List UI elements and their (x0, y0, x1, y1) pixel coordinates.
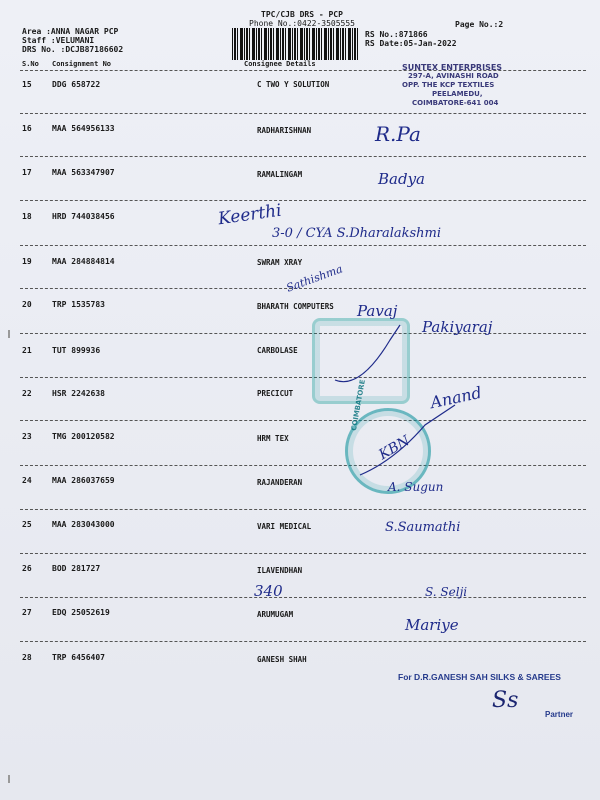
signature: Anand (428, 382, 484, 413)
signature: Badya (378, 170, 425, 188)
ink-stroke (330, 320, 430, 400)
row-consignment: MAA 284884814 (52, 257, 115, 266)
row-consignee: VARI MEDICAL (257, 522, 312, 531)
divider (20, 597, 586, 598)
row-sno: 21 (22, 346, 32, 355)
row-consignment: TRP 1535783 (52, 300, 105, 309)
header-left-info (22, 27, 123, 54)
row-consignment: TRP 6456407 (52, 653, 105, 662)
stamp-line: OPP. THE KCP TEXTILES (402, 81, 495, 89)
page-number: Page No.:2 (455, 20, 504, 29)
divider (20, 333, 586, 334)
row-sno: 22 (22, 389, 32, 398)
row-consignee: RAJANDERAN (257, 478, 303, 487)
row-sno: 26 (22, 564, 32, 573)
rs-date: RS Date:05-Jan-2022 (365, 39, 457, 48)
row-sno: 28 (22, 653, 32, 662)
company-stamp (402, 63, 552, 123)
row-sno: 16 (22, 124, 32, 133)
document-title: TPC/CJB DRS - PCP (261, 10, 343, 19)
row-consignee: GANESH SHAH (257, 655, 307, 664)
row-consignee: RADHARISHNAN (257, 126, 312, 135)
row-consignee: RAMALINGAM (257, 170, 303, 179)
footer-partner: Partner (545, 710, 574, 719)
row-sno: 17 (22, 168, 32, 177)
row-consignee: C TWO Y SOLUTION (257, 80, 330, 89)
margin-mark (8, 775, 10, 783)
signature: Mariye (405, 616, 459, 634)
row-consignee: SWRAM XRAY (257, 258, 303, 267)
column-header-consignee: Consignee Details (244, 60, 316, 68)
row-consignment: TUT 899936 (52, 346, 101, 355)
row-sno: 19 (22, 257, 32, 266)
row-consignment: DDG 658722 (52, 80, 101, 89)
signature: Sathishma (284, 262, 345, 295)
stamp-text: COIMBATORE (350, 379, 367, 432)
signature: A. Sugun (388, 480, 444, 494)
stamp-line: PEELAMEDU, (432, 90, 483, 98)
stamp-line: COIMBATORE-641 004 (412, 99, 499, 107)
ink-stroke (355, 400, 465, 480)
stamp-line: 297-A, AVINASHI ROAD (408, 72, 499, 80)
column-header-consignment: Consignment No (52, 60, 112, 68)
row-consignment: HRD 744038456 (52, 212, 115, 221)
signature: 3-0 / CYA S.Dharalakshmi (272, 226, 442, 241)
stamp-line: SUNTEX ENTERPRISES (402, 63, 503, 72)
footer-company: For D.R.GANESH SAH SILKS & SAREES (398, 672, 561, 682)
row-sno: 27 (22, 608, 32, 617)
row-consignee: ARUMUGAM (257, 610, 294, 619)
row-consignment: HSR 2242638 (52, 389, 105, 398)
area-label: Area :ANNA NAGAR PCP (22, 27, 119, 36)
margin-mark (8, 330, 10, 338)
row-consignment: BOD 281727 (52, 564, 101, 573)
row-consignee: BHARATH COMPUTERS (257, 302, 334, 311)
row-sno: 20 (22, 300, 32, 309)
row-consignment: MAA 286037659 (52, 476, 115, 485)
divider (20, 553, 586, 554)
divider (20, 245, 586, 246)
divider (20, 465, 586, 466)
signature: S.Saumathi (385, 520, 461, 535)
row-consignment: MAA 283043000 (52, 520, 115, 529)
row-consignee: PRECICUT (257, 389, 294, 398)
column-header-sno: S.No (22, 60, 39, 68)
row-sno: 23 (22, 432, 32, 441)
row-consignee: ILAVENDHAN (257, 566, 303, 575)
footer-signature: Ss (492, 688, 519, 713)
row-consignee: CARBOLASE (257, 346, 298, 355)
row-consignment: TMG 200120582 (52, 432, 115, 441)
row-sno: 18 (22, 212, 32, 221)
signature: Pakiyaraj (422, 318, 493, 336)
drs-number: DRS No. :DCJB87186602 (22, 45, 124, 54)
row-consignee: HRM TEX (257, 434, 289, 443)
signature: Pavaj (357, 302, 398, 320)
divider (20, 641, 586, 642)
signature: R.Pa (375, 122, 421, 146)
signature: S. Selji (425, 585, 468, 599)
signature: Keerthi (216, 200, 283, 230)
divider (20, 509, 586, 510)
row-consignment: EDQ 25052619 (52, 608, 110, 617)
barcode (232, 28, 360, 60)
signature: 340 (254, 582, 283, 600)
signature: KBN (376, 432, 413, 464)
divider (20, 156, 586, 157)
row-sno: 15 (22, 80, 32, 89)
header-right-info (365, 30, 457, 48)
rs-number: RS No.:871866 (365, 30, 428, 39)
header-center (232, 10, 372, 28)
staff-label: Staff :VELUMANI (22, 36, 95, 45)
row-sno: 24 (22, 476, 32, 485)
phone-number: Phone No.:0422-3505555 (249, 19, 355, 28)
divider (20, 377, 586, 378)
row-sno: 25 (22, 520, 32, 529)
row-consignment: MAA 563347907 (52, 168, 115, 177)
row-consignment: MAA 564956133 (52, 124, 115, 133)
divider (20, 420, 586, 421)
divider (20, 200, 586, 201)
